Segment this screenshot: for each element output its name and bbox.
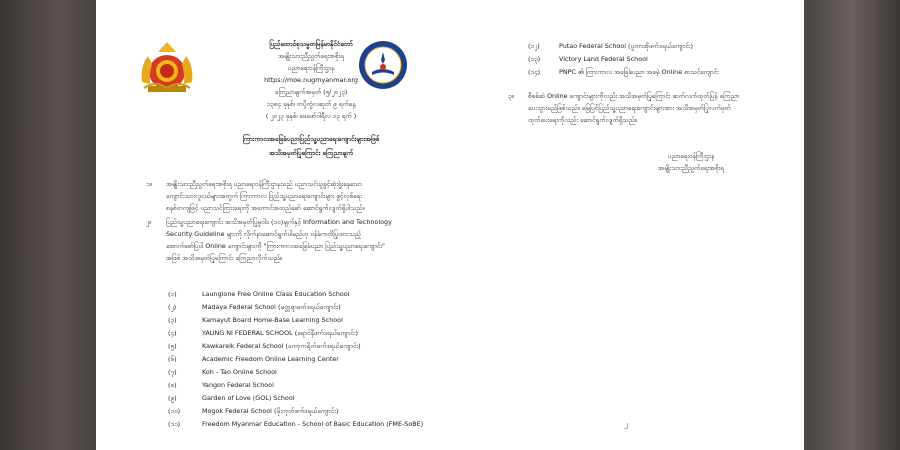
school-number: (၆)	[168, 355, 177, 363]
school-name: Academic Freedom Online Learning Center	[202, 355, 339, 363]
school-number: (၁၃)	[528, 55, 541, 63]
school-name: PNPC ၏ ကြားကာလ အခြေခံပညာ အခမဲ့ Online စာသင်ကျောင်း	[559, 68, 719, 76]
school-name: Kamayut Board Home-Base Learning School	[202, 316, 343, 324]
school-name: Mogok Federal School (မိုးကုတ်ဖက်ဒရယ်ကျောင်း)	[202, 407, 339, 415]
school-name: Madaya Federal School (မတ္တရာဖက်ဒရယ်ကျောင်း)	[202, 303, 341, 311]
header-url: https://moe.nugmyanmar.org	[264, 76, 358, 84]
paragraph-1-line: အမျိုးသားညီညွတ်ရေးအစိုးရ ပညာရေးဝန်ကြီးဌာနသည် ပညာသင်ယူခွင့်ဆုံးရှုံးနေသော	[166, 180, 362, 188]
school-name: Putao Federal School (ပူတာအိုဖက်ဒရယ်ကျောင်း)	[559, 42, 693, 50]
header-government: အမျိုးသားညီညွတ်ရေးအစိုးရ	[278, 52, 344, 60]
paragraph-3-line: စိစစ်ဆဲ Online ကျောင်းများကိုလည်း အသိအမှတ်ပြုကြောင်း ဆက်လက်ထုတ်ပြန် ကြေညာ	[528, 92, 740, 100]
paragraph-2-line: Security Guideline များကို လိုက်နာဆောင်ရွက်ပါမည်ဟု ဝန်ခံကတိပြုထားသည့်	[166, 230, 361, 238]
signature-government: အမျိုးသားညီညွတ်ရေးအစိုးရ	[658, 164, 724, 172]
background-right	[804, 0, 900, 450]
paragraph-3-line: ပေးသွားမည်ဖြစ်သည်။ မြေပြင်ပြည်သူ့ပညာရေးကျောင်းများအား အသိအမှတ်ပြုလက်မှတ်	[528, 104, 731, 112]
school-name: Kawkareik Federal School (ကော့ကရိတ်ဖက်ဒရယ်ကျောင်း)	[202, 342, 361, 350]
school-number: (၁၁)	[168, 420, 181, 428]
paragraph-2-number: ၂။	[146, 218, 152, 226]
date-gregorian: ( ၂၀၂၃ ခုနှစ်၊ ဖေဖော်ဝါရီလ ၁၃ ရက် )	[265, 112, 357, 120]
announcement-number: ကြေညာချက်အမှတ် (၅/၂၀၂၃)	[274, 88, 348, 96]
school-name: Victory Land Federal School	[559, 55, 648, 63]
paragraph-1-number: ၁။	[146, 180, 152, 188]
paragraph-2-line: အောက်ဖော်ပြပါ Online ကျောင်းများကို "ကြားကာလအခြေခံပညာ ပြည်သူ့ပညာရေးကျောင်း"	[166, 242, 385, 250]
paragraph-3-number: ၃။	[508, 92, 514, 100]
header-ministry: ပညာရေးဝန်ကြီးဌာန	[287, 64, 335, 72]
paragraph-3-line: ထုတ်ပေးရေးကိုလည်း ဆောင်ရွက်လျက်ရှိသည်။	[528, 116, 637, 124]
paragraph-2-line: ပြည်သူ့ပညာရေးကျောင်း အသိအမှတ်ပြုမူဝါဒ (၁၀)ချက်နှင့် Information and Technology	[166, 218, 392, 226]
page-number: ၂	[624, 420, 628, 428]
school-name: Freedom Myanmar Education - School of Basic Education (FME-SoBE)	[202, 420, 424, 428]
school-number: (၁၂)	[528, 42, 540, 50]
school-number: (၇)	[168, 368, 177, 376]
signature-ministry: ပညာရေးဝန်ကြီးဌာန	[667, 152, 715, 160]
school-name: Garden of Love (GOL) School	[202, 394, 295, 402]
document-title-line1: ကြားကာလအခြေခံပညာပြည်သူ့ပညာရေးကျောင်းများအဖြစ်	[242, 135, 380, 143]
school-number: (၁)	[168, 290, 177, 298]
paragraph-1-line: ကျောင်းသားလူငယ်များအတွက် ကြားကာလ ပြည်သူ့ပညာရေးကျောင်းများ ဖွင့်လှစ်ရေး	[166, 192, 362, 200]
school-number: (၁၀)	[168, 407, 181, 415]
school-number: (၃)	[168, 316, 177, 324]
school-number: (၁၄)	[528, 68, 541, 76]
school-number: (၈)	[168, 381, 177, 389]
header-country: ပြည်ထောင်စုသမ္မတမြန်မာနိုင်ငံတော်	[269, 40, 353, 48]
state-emblem-icon	[136, 38, 198, 94]
date-myanmar: ၁၃၈၄ ခုနှစ်၊ တပို့တွဲလဆုတ် ၉ ရက်နေ့	[266, 100, 356, 108]
document-title-line2: အသိအမှတ်ပြုကြောင်း ကြေညာချက်	[268, 149, 354, 157]
school-number: (၉)	[168, 394, 177, 402]
school-name: YAUNG NI FEDERAL SCHOOL (ရောင်နီဖက်ဒရယ်ကျောင်း)	[202, 329, 358, 337]
school-name: Koh - Tao Online School	[202, 368, 277, 376]
school-name: Launglone Free Online Class Education School	[202, 290, 350, 298]
school-name: Yangon Federal School	[202, 381, 274, 389]
school-number: (၅)	[168, 342, 177, 350]
background-left	[0, 0, 96, 450]
paragraph-2-line: အဖြစ် အသိအမှတ်ပြုကြောင်း ကြေညာလိုက်သည်။	[166, 254, 282, 262]
document-page	[96, 0, 804, 450]
school-number: (၂)	[168, 303, 177, 311]
paragraph-1-line: စနစ်တကျဖြင့် ပညာသင်ကြားရေးကို အကောင်အထည်ဖော် ဆောင်ရွက်လျက်ရှိပါသည်။	[166, 204, 365, 212]
school-number: (၄)	[168, 329, 177, 337]
